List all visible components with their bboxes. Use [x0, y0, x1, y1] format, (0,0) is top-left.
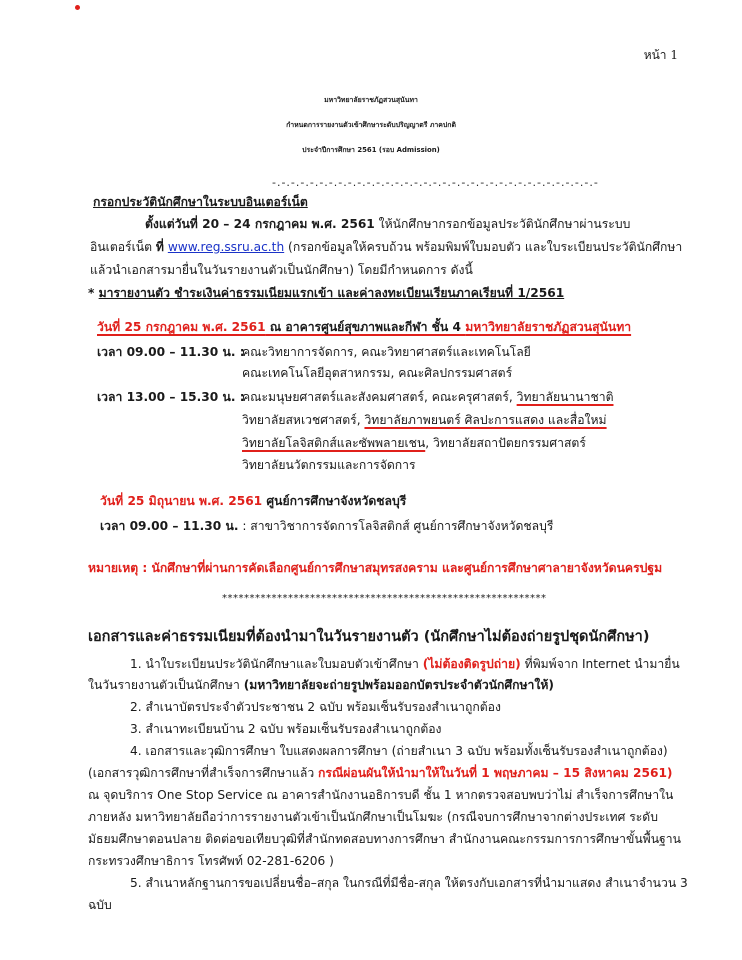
doc-item-4-line2 — [88, 764, 673, 783]
session2-header — [100, 492, 406, 511]
doc-item-5-line2: ฉบับ — [88, 898, 112, 912]
payment-heading-text: มารายงานตัว ชำระเงินค่าธรรมเนียมแรกเข้า และค่าลงทะเบียนเรียนภาคเรียนที่ 1/2561 — [98, 286, 565, 300]
doc-item-5: 5. สำเนาหลักฐานการขอเปลี่ยนชื่อ–สกุล ในกรณีที่มีชื่อ-สกุล ให้ตรงกับเอกสารที่นำมาแสดง สำเนาจำนวน 3 — [130, 876, 688, 890]
session1-afternoon-time: เวลา 13.00 – 15.30 น. : — [97, 390, 245, 404]
doc-item-4-l2-a: (เอกสารวุฒิการศึกษาที่สำเร็จการศึกษาแล้ว — [88, 766, 319, 780]
doc-item-4: 4. เอกสารและวุฒิการศึกษา ใบแสดงผลการศึกษา (ถ่ายสำเนา 3 ฉบับ พร้อมทั้งเซ็นรับรองสำเนาถูกต้อง) — [130, 744, 668, 758]
doc-item-1-line2 — [88, 676, 554, 695]
session1-header — [97, 318, 631, 337]
doc-item-1-a: 1. นำใบระเบียนประวัตินักศึกษาและใบมอบตัวเข้าศึกษา — [130, 657, 423, 671]
online-line-2-rest: (กรอกข้อมูลให้ครบถ้วน พร้อมพิมพ์ใบมอบตัว และใบระเบียนประวัตินักศึกษา — [284, 240, 683, 254]
online-line-1-rest: ให้นักศึกษากรอกข้อมูลประวัตินักศึกษาผ่านระบบ — [374, 217, 631, 231]
doc-item-2: 2. สำเนาบัตรประจำตัวประชาชน 2 ฉบับ พร้อมเซ็นรับรองสำเนาถูกต้อง — [130, 700, 501, 714]
note-text: นักศึกษาที่ผ่านการคัดเลือกศูนย์การศึกษาสมุทรสงคราม และศูนย์การศึกษาศาลายาจังหวัดนครปฐม — [151, 561, 663, 575]
session1-afternoon-line3 — [242, 434, 586, 453]
doc-item-4-line6: กระทรวงศึกษาธิการ โทรศัพท์ 02-281-6206 ) — [88, 854, 334, 868]
star-divider: *********************************************************** — [222, 593, 547, 604]
doc-item-4-l2-red: กรณีผ่อนผันให้นำมาให้ในวันที่ 1 พฤษภาคม – 15 สิงหาคม 2561) — [318, 766, 673, 780]
online-line-2-pre: อินเตอร์เน็ต — [90, 240, 156, 254]
session1-afternoon-line1 — [242, 388, 614, 407]
session1-morning-line1: คณะวิทยาการจัดการ, คณะวิทยาศาสตร์และเทคโนโลยี — [242, 345, 531, 359]
session1-date: วันที่ 25 กรกฎาคม พ.ศ. 2561 — [97, 320, 266, 334]
online-line-2 — [90, 238, 682, 257]
session1-morning-line2: คณะเทคโนโลยีอุตสาหกรรม, คณะศิลปกรรมศาสตร์ — [242, 366, 513, 380]
title-university: มหาวิทยาลัยราชภัฏสวนสุนันทา — [324, 96, 418, 104]
college-international: วิทยาลัยนานาชาติ — [516, 390, 614, 404]
online-heading: กรอกประวัตินักศึกษาในระบบอินเตอร์เน็ต — [93, 195, 308, 209]
session1-university: มหาวิทยาลัยราชภัฏสวนสุนันทา — [465, 320, 632, 334]
page-number: หน้า 1 — [643, 48, 678, 62]
doc-item-1-c: ในวันรายงานตัวเป็นนักศึกษา — [88, 678, 244, 692]
session1-venue: ณ อาคารศูนย์สุขภาพและกีฬา ชั้น 4 — [265, 320, 466, 334]
session1-afternoon-line2 — [242, 411, 607, 430]
session1-afternoon-line4: วิทยาลัยนวัตกรรมและการจัดการ — [242, 458, 416, 472]
online-line-3: แล้วนำเอกสารมายื่นในวันรายงานตัวเป็นนักศึกษา) โดยมีกำหนดการ ดังนี้ — [90, 263, 473, 277]
reg-url-link[interactable]: www.reg.ssru.ac.th — [167, 240, 285, 254]
title-year: ประจำปีการศึกษา 2561 (รอบ Admission) — [302, 146, 440, 154]
payment-heading — [88, 284, 564, 303]
session2-time: เวลา 09.00 – 11.30 น. — [100, 519, 239, 533]
payment-star: * — [88, 286, 99, 300]
online-date-range: ตั้งแต่วันที่ 20 – 24 กรกฎาคม พ.ศ. 2561 — [145, 217, 375, 231]
note-label: หมายเหตุ : — [88, 561, 152, 575]
session2-line — [100, 517, 553, 536]
afternoon-line3-b: , วิทยาลัยสถาปัตยกรรมศาสตร์ — [425, 436, 586, 450]
doc-item-4-line4: ภายหลัง มหาวิทยาลัยถือว่าการรายงานตัวเข้าเป็นนักศึกษาเป็นโมฆะ (กรณีจบการศึกษาจากต่างประเทศ ระดับ — [88, 810, 658, 824]
session1-morning-time: เวลา 09.00 – 11.30 น. : — [97, 345, 245, 359]
divider-line: -.-.-.-.-.-.-.-.-.-.-.-.-.-.-.-.-.-.-.-.-.-.-.-.-.-.-.-.-.-.-.-.-.-.- — [272, 176, 599, 189]
afternoon-line1-a: คณะมนุษยศาสตร์และสังคมศาสตร์, คณะครุศาสตร์, — [242, 390, 517, 404]
documents-heading: เอกสารและค่าธรรมเนียมที่ต้องนำมาในวันรายงานตัว (นักศึกษาไม่ต้องถ่ายรูปชุดนักศึกษา) — [88, 629, 650, 645]
doc-item-1-bold: (มหาวิทยาลัยจะถ่ายรูปพร้อมออกบัตรประจำตัวนักศึกษาให้) — [243, 678, 554, 692]
doc-item-1-red: (ไม่ต้องติดรูปถ่าย) — [422, 657, 521, 671]
online-line-1 — [145, 215, 630, 234]
doc-item-4-line5: มัธยมศึกษาตอนปลาย ติดต่อขอเทียบวุฒิที่สำนักทดสอบทางการศึกษา สำนักงานคณะกรรมการการศึกษาขั้นพื้นฐาน — [88, 832, 681, 846]
session2-date: วันที่ 25 มิถุนายน พ.ศ. 2561 — [100, 494, 263, 508]
college-logistics: วิทยาลัยโลจิสติกส์และซัพพลายเชน — [242, 436, 426, 450]
doc-item-4-line3: ณ จุดบริการ One Stop Service ณ อาคารสำนักงานอธิการบดี ชั้น 1 หากตรวจสอบพบว่าไม่ สำเร็จการศึกษาใน — [88, 788, 674, 802]
session2-venue: ศูนย์การศึกษาจังหวัดชลบุรี — [262, 494, 407, 508]
online-line-2-bold: ที่ — [155, 240, 164, 254]
title-schedule: กำหนดการรายงานตัวเข้าศึกษาระดับปริญญาตรี ภาคปกติ — [286, 121, 456, 129]
college-film-media: วิทยาลัยภาพยนตร์ ศิลปะการแสดง และสื่อใหม่ — [364, 413, 607, 427]
doc-item-3: 3. สำเนาทะเบียนบ้าน 2 ฉบับ พร้อมเซ็นรับรองสำเนาถูกต้อง — [130, 722, 442, 736]
note-line — [88, 559, 662, 578]
doc-item-1-b: ที่พิมพ์จาก Internet นำมายื่น — [520, 657, 680, 671]
red-dot-mark — [75, 5, 80, 10]
session2-detail: : สาขาวิชาการจัดการโลจิสติกส์ ศูนย์การศึกษาจังหวัดชลบุรี — [238, 519, 554, 533]
doc-item-1 — [130, 655, 680, 674]
afternoon-line2-a: วิทยาลัยสหเวชศาสตร์, — [242, 413, 365, 427]
